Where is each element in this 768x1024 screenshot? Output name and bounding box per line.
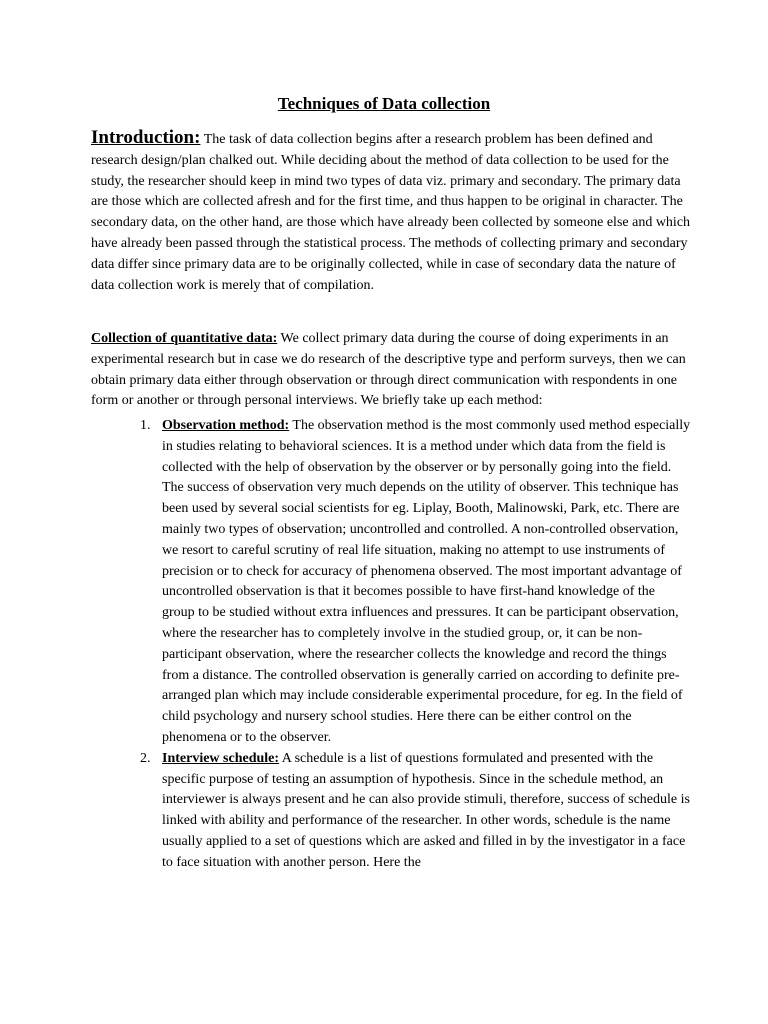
list-item [91,749,691,874]
methods-list [91,416,691,874]
introduction-text: The task of data collection begins after a research problem has been defined and research design/plan chalked out. While deciding about the method of data collection to be used for the study, the researcher should keep in mind two types of data viz. primary and secondary. The primary data are those which are collected afresh and for the first time, and thus happen to be original in character. The secondary data, on the other hand, are those which have already been collected by someone else and which have already been passed through the statistical process. The methods of collecting primary and secondary data differ since primary data are to be originally collected, while in case of secondary data the nature of data collection work is merely that of compilation. [91,132,691,293]
page-title: Techniques of Data collection [277,94,491,113]
list-item-number: 1. [140,418,151,433]
observation-method-heading: Observation method: [162,418,290,433]
list-item [91,416,691,749]
list-item-number: 2. [140,750,151,766]
interview-schedule-text: A schedule is a list of questions formulated and presented with the specific purpose of testing an assumption of hypothesis. Since in the schedule method, an interviewer is always present and he can also provide stimuli, therefore, success of schedule is linked with ability and performance of the researcher. In other words, schedule is the name usually applied to a set of questions which are asked and filled in by the investigator in a face to face situation with another person. Here the [162,750,690,870]
observation-method-text: The observation method is the most commonly used method especially in studies relating to behavioral sciences. It is a method under which data from the field is collected with the help of observation by the observer or by personally going into the field. The success of observation very much depends on the utility of observer. This technique has been used by several social scientists for eg. Liplay, Booth, Malinowski, Park, etc. There are mainly two types of observation; uncontrolled and controlled. A non-controlled observation, we resort to careful scrutiny of real life situation, making no attempt to use instruments of precision or to check for accuracy of phenomena observed. The most important advantage of uncontrolled observation is that it becomes possible to have first-hand knowledge of the group to be studied without extra influences and pressures. It can be participant observation, where the researcher has to completely involve in the studied group, or, it can be non-participant observation, where the researcher collects the knowledge and record the things from a distance. The controlled observation is generally carried on according to definite pre-arranged plan which may include considerable experimental procedure, for eg. In the field of child psychology and nursery school studies. Here there can be either control on the phenomena or to the observer. [162,418,691,745]
introduction-heading: Introduction: [91,127,201,148]
introduction-paragraph [91,128,691,296]
quantitative-heading: Collection of quantitative data: [91,331,278,346]
interview-schedule-heading: Interview schedule: [162,750,280,766]
quantitative-text: We collect primary data during the course of doing experiments in an experimental research but in case we do research of the descriptive type and perform surveys, then we can obtain primary data either through observation or through direct communication with respondents in one form or another or through personal interviews. We briefly take up each method: [91,331,686,409]
quantitative-paragraph [91,329,691,412]
